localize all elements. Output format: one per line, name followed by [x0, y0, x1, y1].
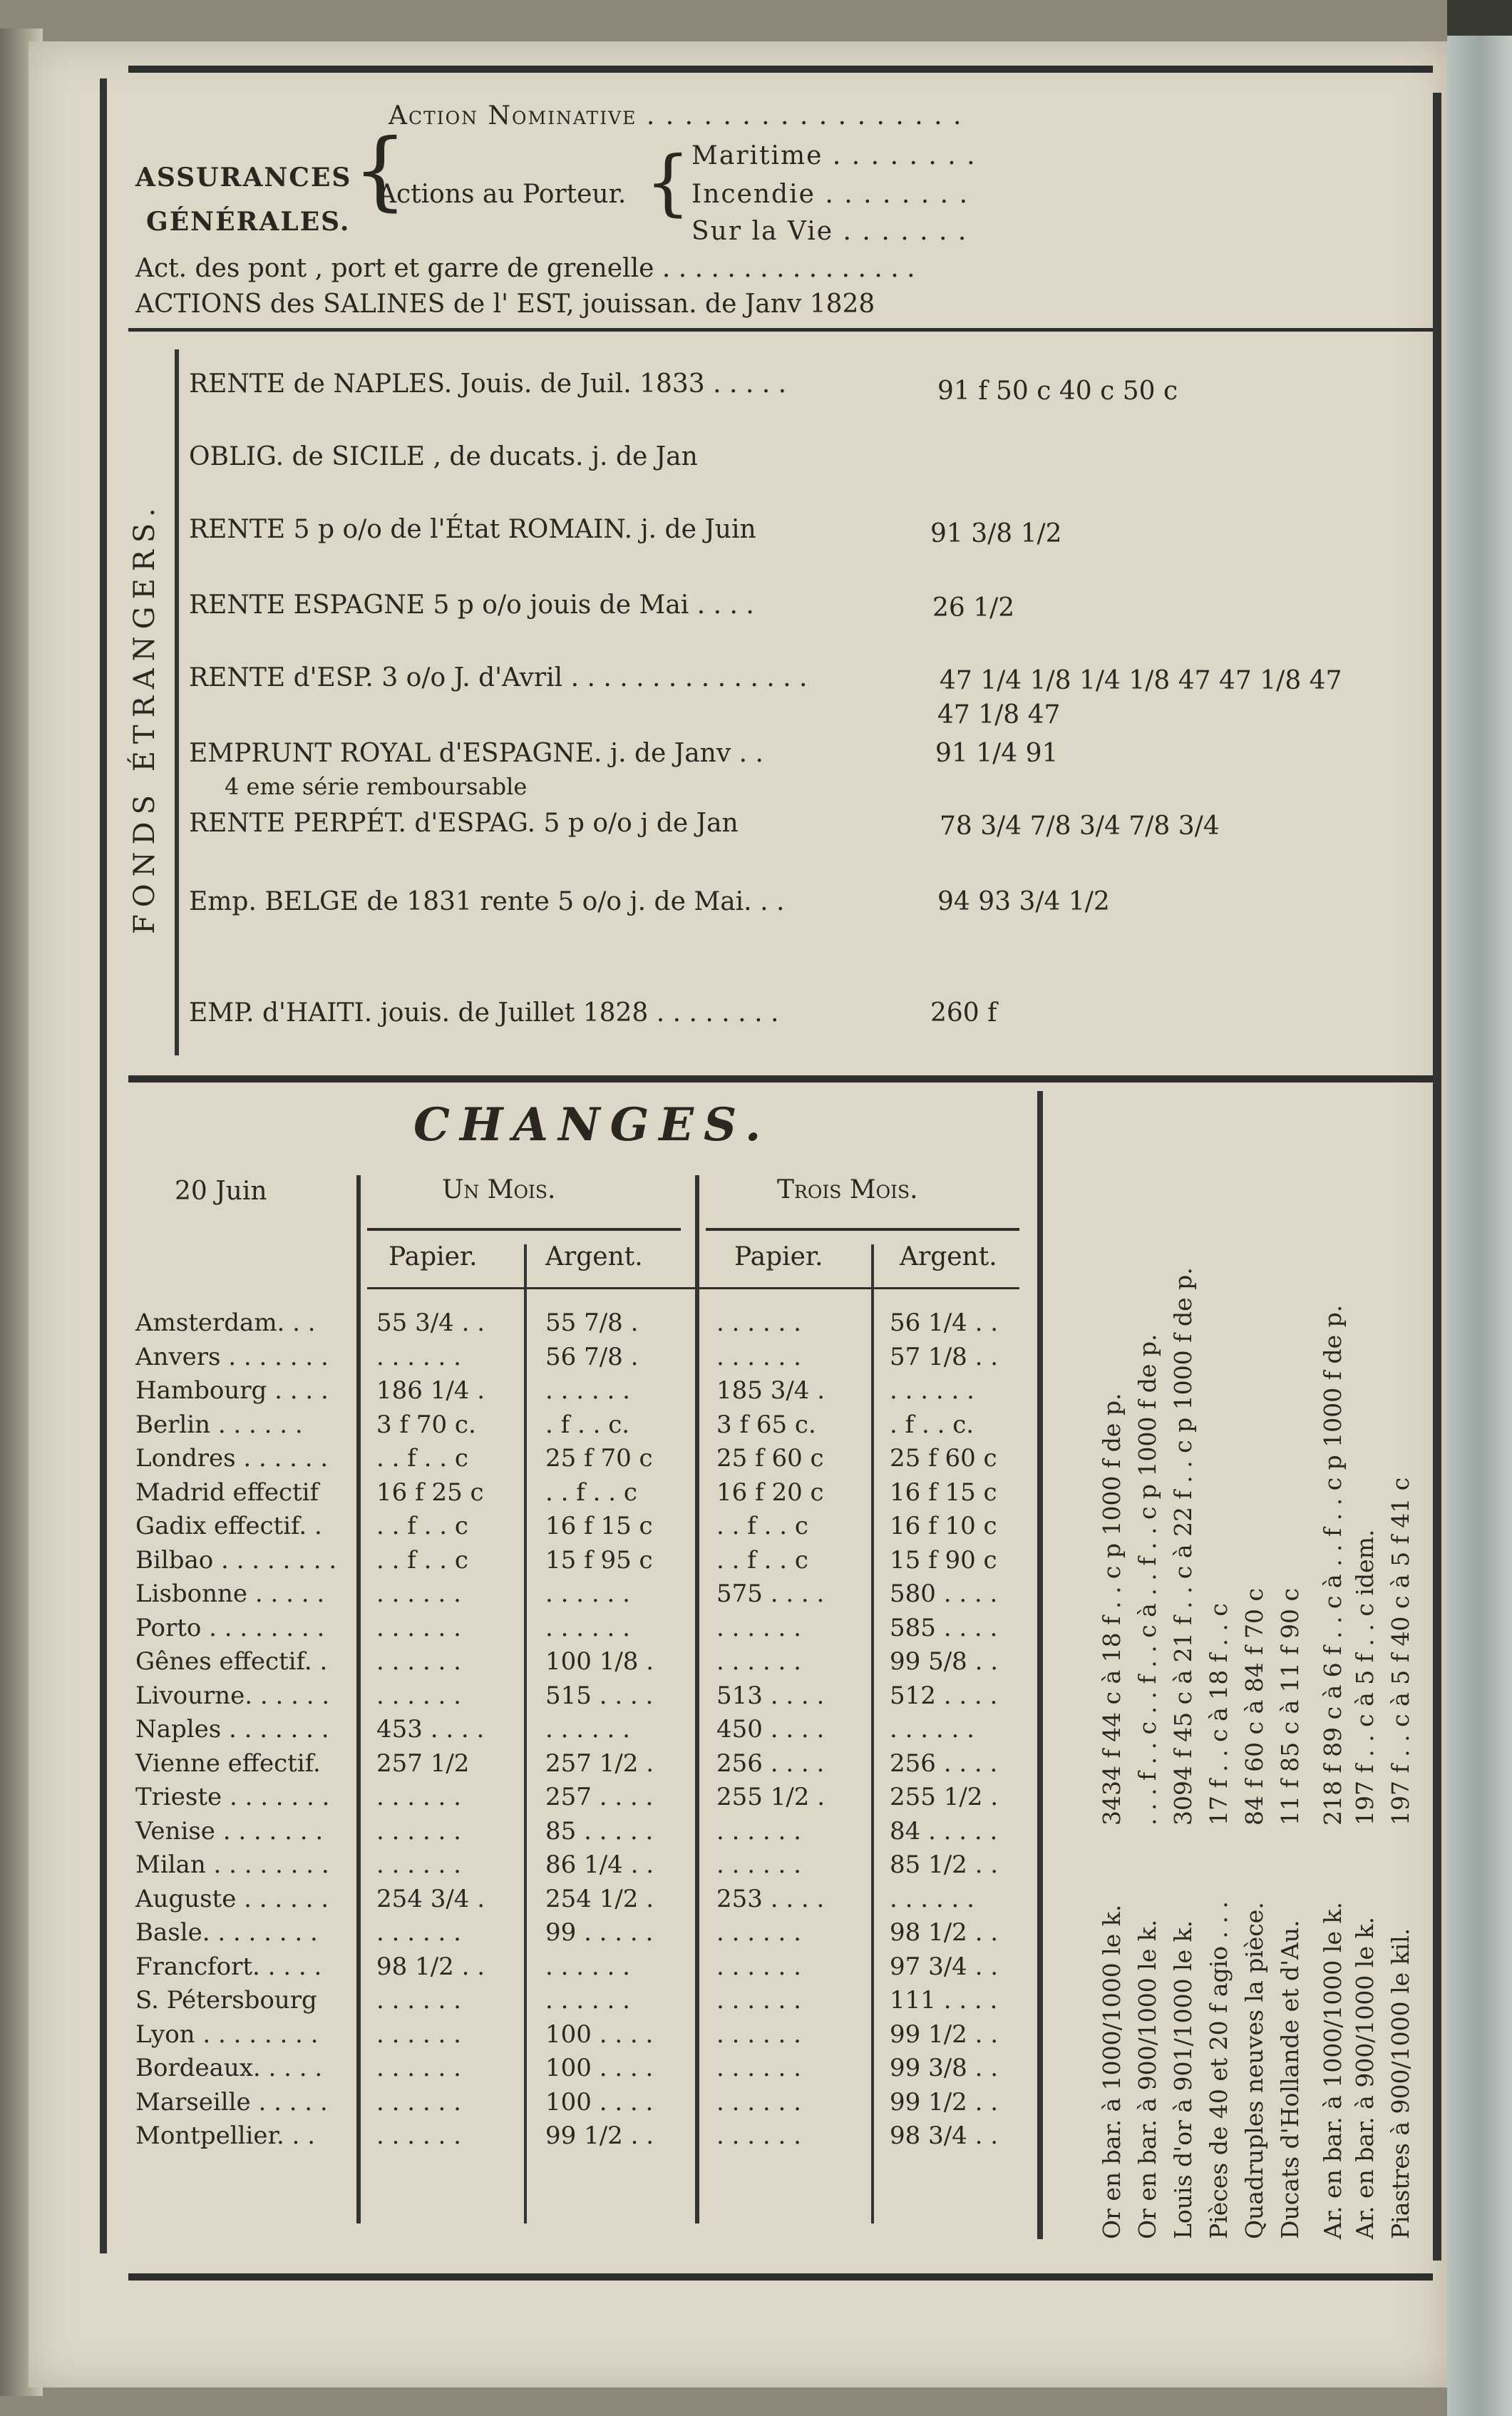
changes-cell: Lyon . . . . . . . . — [135, 2020, 319, 2049]
changes-cell: . . . . . . — [545, 1613, 630, 1642]
changes-cell: . . . . . . — [376, 1681, 461, 1710]
changes-cell: 98 3/4 . . — [890, 2121, 999, 2150]
changes-cell: 25 f 60 c — [716, 1444, 824, 1473]
fonds-row-value: 91 1/4 91 — [935, 739, 1059, 768]
changes-cell: 515 . . . . — [545, 1681, 654, 1710]
changes-cell: 16 f 10 c — [890, 1512, 997, 1540]
fonds-row-label: EMP. d'HAITI. jouis. de Juillet 1828 . . . . . . . . — [189, 998, 779, 1028]
changes-cell: . . . . . . — [716, 2020, 801, 2049]
changes-cell: . . . . . . — [376, 1647, 461, 1676]
changes-cities-column — [135, 1306, 336, 2154]
frame-right-rule — [1433, 93, 1441, 2261]
changes-cell: 84 . . . . . — [890, 1816, 998, 1846]
changes-cell: 100 . . . . — [545, 2087, 654, 2116]
changes-cell: . . . . . . — [376, 2054, 461, 2082]
metal-value: 17 f . . c à 18 f . . c — [1205, 1603, 1233, 1826]
changes-cell: Madrid effectif — [135, 1478, 319, 1507]
changes-cell: . . . . . . — [716, 1952, 801, 1981]
changes-cell: 55 7/8 . — [545, 1309, 639, 1337]
metal-value: 84 f 60 c à 84 f 70 c — [1240, 1588, 1268, 1826]
changes-cell: 453 . . . . — [376, 1715, 485, 1744]
actions-porteur: Actions au Porteur. — [378, 180, 627, 209]
changes-cell: . . . . . . — [376, 1986, 461, 2015]
changes-cell: Lisbonne . . . . . — [135, 1580, 325, 1608]
fonds-title: FONDS ÉTRANGERS. — [128, 501, 161, 934]
changes-cell: . f . . c. — [545, 1410, 630, 1439]
metal-label: Ar. en bar. à 1000/1000 le k. — [1319, 1902, 1347, 2239]
changes-cell: 99 . . . . . — [545, 1918, 654, 1947]
fonds-bottom-rule — [128, 1075, 1433, 1082]
changes-cell: 25 f 70 c — [545, 1444, 653, 1473]
changes-cell: Porto . . . . . . . . — [135, 1613, 325, 1642]
changes-cell: . . . . . . — [716, 1918, 801, 1947]
changes-cell: Francfort. . . . . — [135, 1952, 322, 1981]
changes-cell: . . . . . . — [376, 2020, 461, 2049]
fonds-row-label: RENTE d'ESP. 3 o/o J. d'Avril . . . . . . . . . . . . . . . — [189, 663, 808, 692]
changes-cell: 98 1/2 . . — [376, 1952, 485, 1981]
changes-cell: 16 f 20 c — [716, 1478, 824, 1507]
metal-value: 3094 f 45 c à 21 f . . c à 22 f . . c p 1000 f de p. — [1169, 1267, 1197, 1826]
changes-cell: 256 . . . . — [890, 1749, 998, 1778]
un-papier-header: Papier. — [389, 1242, 478, 1271]
changes-cell: . . f . . c — [716, 1512, 808, 1540]
un-mois-header: Un Mois. — [442, 1175, 556, 1204]
changes-cell: Hambourg . . . . — [135, 1376, 329, 1405]
changes-cell: . . . . . . — [545, 1715, 630, 1744]
fonds-row-value: 26 1/2 — [932, 593, 1015, 623]
col-sep-metals — [1037, 1091, 1043, 2239]
fonds-row-label: RENTE PERPÉT. d'ESPAG. 5 p o/o j de Jan — [189, 809, 739, 838]
changes-cell: 16 f 15 c — [890, 1478, 997, 1507]
assurances-label-1: ASSURANCES — [135, 163, 352, 193]
changes-cell: 56 7/8 . — [545, 1342, 639, 1371]
fonds-row-label: EMPRUNT ROYAL d'ESPAGNE. j. de Janv . . — [189, 739, 763, 768]
changes-cell: . . . . . . — [716, 2087, 801, 2116]
metal-value: . . . f . . c . . f . . c à . . f . . c p 1000 f de p. — [1133, 1334, 1161, 1826]
metal-value: 218 f 89 c à 6 f . . c à . . f . . c p 1000 f de p. — [1319, 1304, 1347, 1826]
changes-cell: Trieste . . . . . . . — [135, 1783, 330, 1811]
fonds-row-value: 94 93 3/4 1/2 — [937, 887, 1110, 916]
changes-cell: Venise . . . . . . . — [135, 1816, 324, 1846]
changes-cell: 25 f 60 c — [890, 1444, 997, 1473]
changes-cell: 97 3/4 . . — [890, 1952, 999, 1981]
changes-cell: . . . . . . — [545, 1376, 630, 1405]
changes-cell: 185 3/4 . — [716, 1376, 826, 1405]
changes-cell: . . . . . . — [545, 1580, 630, 1608]
changes-cell: . f . . c. — [890, 1410, 974, 1439]
changes-cell: . . . . . . — [890, 1376, 974, 1405]
changes-cell: 85 1/2 . . — [890, 1851, 999, 1879]
changes-cell: . . . . . . — [376, 1580, 461, 1608]
fonds-row-label: RENTE 5 p o/o de l'État ROMAIN. j. de Juin — [189, 515, 756, 544]
changes-cell: 98 1/2 . . — [890, 1918, 999, 1947]
changes-cell: 257 1/2 — [376, 1749, 470, 1778]
changes-cell: . . . . . . — [890, 1715, 974, 1744]
changes-cell: . . . . . . — [376, 1851, 461, 1879]
metal-label: Piastres à 900/1000 le kil. — [1387, 1928, 1414, 2239]
subheader-underline — [367, 1287, 1019, 1289]
changes-cell: 585 . . . . — [890, 1613, 998, 1642]
changes-cell: 254 1/2 . — [545, 1884, 654, 1913]
changes-cell: 253 . . . . — [716, 1884, 825, 1913]
changes-cell: Milan . . . . . . . . — [135, 1851, 329, 1879]
changes-cell: . . . . . . — [376, 1783, 461, 1811]
changes-cell: . . . . . . — [376, 1613, 461, 1642]
metal-value: 11 f 85 c à 11 f 90 c — [1276, 1588, 1304, 1826]
assurances-bottom-rule — [128, 328, 1433, 332]
changes-cell: . . f . . c — [545, 1478, 637, 1507]
changes-cell: Gadix effectif. . — [135, 1512, 322, 1540]
changes-cell: 56 1/4 . . — [890, 1309, 999, 1337]
fonds-row-label: RENTE ESPAGNE 5 p o/o jouis de Mai . . . . — [189, 590, 754, 620]
changes-cell: . . . . . . — [376, 1342, 461, 1371]
changes-cell: . . f . . c — [376, 1444, 468, 1473]
changes-cell: Bordeaux. . . . . — [135, 2054, 323, 2082]
changes-cell: . . f . . c — [376, 1512, 468, 1540]
trois-papier-header: Papier. — [734, 1242, 823, 1271]
changes-date: 20 Juin — [175, 1177, 267, 1206]
changes-cell: 100 1/8 . — [545, 1647, 654, 1676]
changes-cell: 99 5/8 . . — [890, 1647, 999, 1676]
action-nominative: Action Nominative . . . . . . . . . . . . . . . . . — [389, 101, 963, 130]
changes-cell: Londres . . . . . . — [135, 1444, 329, 1473]
un-argent-header: Argent. — [545, 1242, 643, 1271]
changes-cell: Bilbao . . . . . . . . — [135, 1545, 337, 1575]
fonds-row-value: 47 1/4 1/8 1/4 1/8 47 47 1/8 47 — [940, 666, 1342, 695]
metal-label: Quadruples neuves la pièce. — [1240, 1902, 1268, 2239]
metal-label: Pièces de 40 et 20 f agio . . . — [1205, 1901, 1233, 2239]
metal-label: Or en bar. à 900/1000 le k. — [1133, 1919, 1161, 2239]
frame-left-rule — [100, 78, 107, 2253]
changes-cell: . . . . . . — [716, 1986, 801, 2015]
changes-title: CHANGES. — [413, 1098, 771, 1152]
top-rule — [128, 66, 1433, 73]
changes-cell: 86 1/4 . . — [545, 1851, 654, 1879]
trois-argent-header: Argent. — [900, 1242, 997, 1271]
metal-value: 197 f . . c à 5 f . . c idem. — [1351, 1529, 1379, 1826]
changes-cell: Livourne. . . . . . — [135, 1681, 330, 1710]
changes-cell: 15 f 90 c — [890, 1545, 997, 1575]
changes-cell: 99 1/2 . . — [890, 2087, 999, 2116]
changes-cell: 3 f 70 c. — [376, 1410, 476, 1439]
changes-cell: . . . . . . — [376, 2087, 461, 2116]
changes-cell: . . f . . c — [376, 1545, 468, 1575]
changes-cell: 111 . . . . — [890, 1986, 998, 2015]
changes-cell: 255 1/2 . — [716, 1783, 826, 1811]
fonds-row-value: 91 f 50 c 40 c 50 c — [937, 377, 1178, 406]
changes-cell: . . . . . . — [545, 1986, 630, 2015]
metal-value: 197 f . . c à 5 f 40 c à 5 f 41 c — [1387, 1477, 1414, 1826]
changes-cell: . . . . . . — [716, 1647, 801, 1676]
changes-cell: 85 . . . . . — [545, 1816, 654, 1846]
changes-cell: . . . . . . — [716, 1613, 801, 1642]
fonds-row-value: 47 1/8 47 — [937, 700, 1061, 730]
changes-cell: . . . . . . — [376, 1816, 461, 1846]
col-sep-1 — [356, 1175, 361, 2223]
changes-cell: Amsterdam. . . — [135, 1309, 316, 1337]
changes-cell: 55 3/4 . . — [376, 1309, 485, 1337]
changes-cell: 99 1/2 . . — [890, 2020, 999, 2049]
metal-label: Ar. en bar. à 900/1000 le k. — [1351, 1917, 1379, 2239]
changes-cell: Marseille . . . . . — [135, 2087, 328, 2116]
fonds-row-label: OBLIG. de SICILE , de ducats. j. de Jan — [189, 442, 698, 471]
changes-cell: Basle. . . . . . . . — [135, 1918, 318, 1947]
changes-cell: 257 . . . . — [545, 1783, 654, 1811]
trois-papier-column — [716, 1306, 825, 2154]
changes-cell: 450 . . . . — [716, 1715, 825, 1744]
incendie-line: Incendie . . . . . . . . — [691, 180, 970, 209]
changes-cell: 256 . . . . — [716, 1749, 825, 1778]
changes-cell: Berlin . . . . . . — [135, 1410, 303, 1439]
trois-mois-header: Trois Mois. — [777, 1175, 918, 1204]
fonds-row-value: 91 3/8 1/2 — [930, 519, 1062, 548]
changes-cell: 186 1/4 . — [376, 1376, 485, 1405]
changes-cell: 580 . . . . — [890, 1580, 998, 1608]
changes-cell: 512 . . . . — [890, 1681, 998, 1710]
metal-label: Louis d'or à 901/1000 le k. — [1169, 1920, 1197, 2239]
trois-argent-column — [890, 1306, 998, 2154]
changes-cell: . . . . . . — [890, 1884, 974, 1913]
bottom-rule — [128, 2273, 1433, 2281]
changes-cell: 99 1/2 . . — [545, 2121, 654, 2150]
changes-cell: Naples . . . . . . . — [135, 1715, 329, 1744]
changes-cell: 99 3/8 . . — [890, 2054, 999, 2082]
changes-cell: S. Pétersbourg — [135, 1986, 317, 2015]
changes-cell: 575 . . . . — [716, 1580, 825, 1608]
changes-cell: Gênes effectif. . — [135, 1647, 328, 1676]
col-sep-2 — [524, 1244, 527, 2223]
changes-cell: Vienne effectif. — [135, 1749, 321, 1778]
changes-cell: . . . . . . — [716, 1851, 801, 1879]
fonds-row-label: RENTE de NAPLES. Jouis. de Juil. 1833 . . . . . — [189, 369, 787, 399]
changes-cell: 16 f 25 c — [376, 1478, 484, 1507]
changes-cell: Anvers . . . . . . . — [135, 1342, 329, 1371]
fonds-row-note: 4 eme série remboursable — [225, 773, 528, 800]
changes-cell: 513 . . . . — [716, 1681, 825, 1710]
changes-cell: 100 . . . . — [545, 2020, 654, 2049]
col-sep-3 — [695, 1175, 699, 2223]
brace-icon: { — [353, 121, 408, 220]
changes-cell: 257 1/2 . — [545, 1749, 654, 1778]
changes-cell: . . . . . . — [716, 1342, 801, 1371]
changes-cell: 16 f 15 c — [545, 1512, 653, 1540]
changes-cell: Montpellier. . . — [135, 2121, 316, 2150]
fonds-row-value: 78 3/4 7/8 3/4 7/8 3/4 — [940, 812, 1220, 841]
adjacent-page-edge — [1447, 0, 1512, 2416]
un-mois-underline — [367, 1228, 681, 1231]
un-argent-column — [545, 1306, 654, 2154]
changes-cell: . . . . . . — [545, 1952, 630, 1981]
changes-cell: . . . . . . — [376, 2121, 461, 2150]
changes-cell: . . . . . . — [376, 1918, 461, 1947]
changes-cell: 3 f 65 c. — [716, 1410, 816, 1439]
salines-line: ACTIONS des SALINES de l' EST, jouissan. de Janv 1828 — [135, 290, 875, 319]
metal-label: Ducats d'Hollande et d'Au. — [1276, 1920, 1304, 2239]
changes-cell: . . f . . c — [716, 1545, 808, 1575]
changes-cell: 15 f 95 c — [545, 1545, 653, 1575]
changes-cell: Auguste . . . . . . — [135, 1884, 329, 1913]
changes-cell: 255 1/2 . — [890, 1783, 999, 1811]
assurances-label-2: GÉNÉRALES. — [146, 207, 351, 237]
col-sep-4 — [871, 1244, 874, 2223]
un-papier-column — [376, 1306, 485, 2154]
fonds-row-label: Emp. BELGE de 1831 rente 5 o/o j. de Mai. . . — [189, 887, 785, 916]
changes-cell: . . . . . . — [716, 1816, 801, 1846]
fonds-row-value: 260 f — [930, 998, 997, 1028]
changes-cell: 57 1/8 . . — [890, 1342, 999, 1371]
changes-cell: 254 3/4 . — [376, 1884, 485, 1913]
pont-line: Act. des pont , port et garre de grenelle . . . . . . . . . . . . . . . . — [135, 254, 915, 283]
vie-line: Sur la Vie . . . . . . . — [691, 217, 968, 246]
trois-mois-underline — [706, 1228, 1019, 1231]
metal-value: 3434 f 44 c à 18 f . . c p 1000 f de p. — [1098, 1393, 1126, 1826]
changes-cell: . . . . . . — [716, 2054, 801, 2082]
brace-icon: { — [645, 140, 691, 224]
changes-cell: . . . . . . — [716, 1309, 801, 1337]
maritime-line: Maritime . . . . . . . . — [691, 141, 977, 170]
changes-cell: . . . . . . — [716, 2121, 801, 2150]
changes-cell: 100 . . . . — [545, 2054, 654, 2082]
fonds-side-rule — [175, 349, 179, 1055]
metal-label: Or en bar. à 1000/1000 le k. — [1098, 1904, 1126, 2239]
